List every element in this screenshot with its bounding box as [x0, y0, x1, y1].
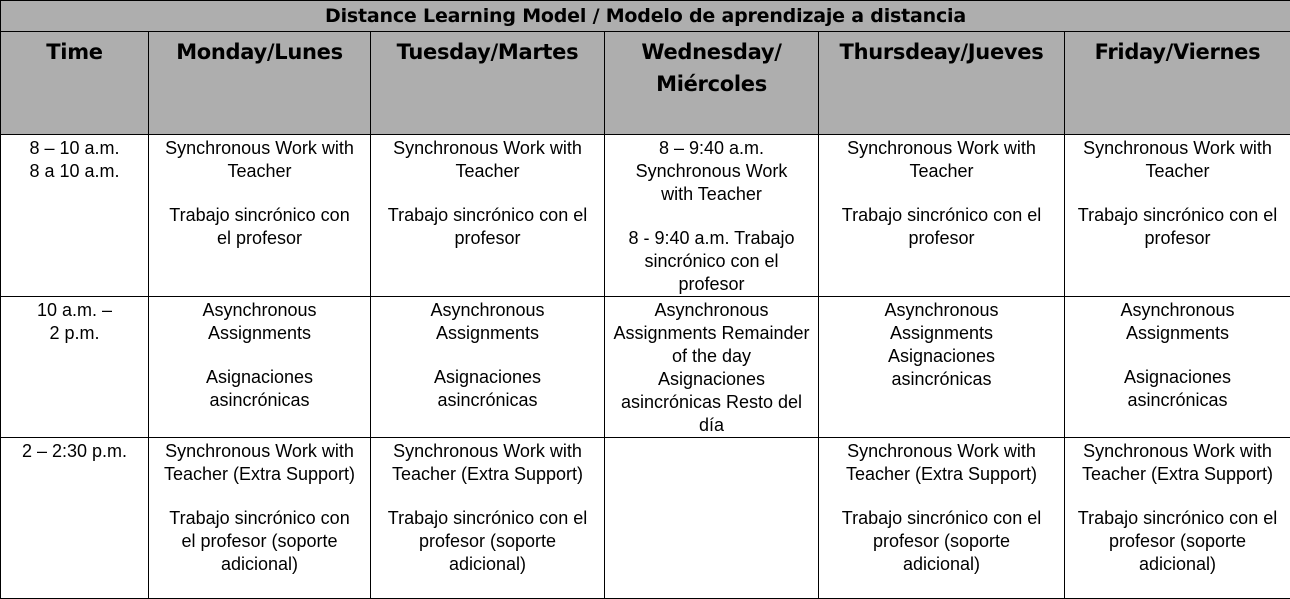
english-text: Synchronous Work with Teacher (Extra Support): [1073, 440, 1282, 486]
english-text: Synchronous Work with Teacher: [831, 137, 1052, 183]
monday-cell: [149, 438, 371, 599]
time-text: 2 p.m.: [5, 322, 144, 345]
table-row: [1, 135, 1290, 297]
column-header-monday: Monday/Lunes: [149, 32, 371, 135]
spanish-text: 8 - 9:40 a.m. Trabajo sincrónico con el profesor: [625, 227, 798, 296]
english-text: 8 – 9:40 a.m. Synchronous Work with Teacher: [625, 137, 798, 206]
english-text: Synchronous Work with Teacher: [381, 137, 594, 183]
monday-cell: [149, 135, 371, 297]
english-text: Synchronous Work with Teacher: [1073, 137, 1282, 183]
column-header-tuesday: Tuesday/Martes: [371, 32, 605, 135]
spanish-text: Asignaciones asincrónicas: [1109, 366, 1246, 412]
time-text: 10 a.m. –: [5, 299, 144, 322]
spanish-text: Trabajo sincrónico con el profesor: [381, 204, 594, 250]
friday-cell: [1065, 438, 1290, 599]
table-row: [1, 297, 1290, 438]
wednesday-cell: [605, 438, 819, 599]
time-text: 2 – 2:30 p.m.: [5, 440, 144, 463]
spanish-text: Asignaciones asincrónicas Resto del día: [609, 368, 814, 437]
tuesday-cell: [371, 438, 605, 599]
friday-cell: [1065, 135, 1290, 297]
tuesday-cell: [371, 297, 605, 438]
column-header-time: Time: [1, 32, 149, 135]
column-header-thursday: Thursdeay/Jueves: [819, 32, 1065, 135]
wednesday-cell: [605, 135, 819, 297]
spanish-text: Trabajo sincrónico con el profesor: [831, 204, 1052, 250]
thursday-cell: [819, 135, 1065, 297]
spanish-text: Trabajo sincrónico con el profesor: [163, 204, 356, 250]
english-text: Asynchronous Assignments: [875, 299, 1008, 345]
time-text: 8 – 10 a.m.: [5, 137, 144, 160]
english-text: Asynchronous Assignments: [189, 299, 330, 345]
time-cell: [1, 297, 149, 438]
english-text: Synchronous Work with Teacher (Extra Support): [833, 440, 1050, 486]
spanish-text: Trabajo sincrónico con el profesor (soporte adicional): [161, 507, 358, 576]
friday-cell: [1065, 297, 1290, 438]
spanish-text: Trabajo sincrónico con el profesor (soporte adicional): [833, 507, 1050, 576]
spanish-text: Trabajo sincrónico con el profesor (soporte adicional): [1073, 507, 1282, 576]
time-cell: [1, 135, 149, 297]
spanish-text: Asignaciones asincrónicas: [875, 345, 1008, 391]
english-text: Synchronous Work with Teacher (Extra Support): [161, 440, 358, 486]
english-text: Asynchronous Assignments: [1109, 299, 1246, 345]
thursday-cell: [819, 297, 1065, 438]
wednesday-cell: [605, 297, 819, 438]
spanish-text: Trabajo sincrónico con el profesor (soporte adicional): [381, 507, 594, 576]
column-header-wednesday: Wednesday/ Miércoles: [605, 32, 819, 135]
tuesday-cell: [371, 135, 605, 297]
english-text: Asynchronous Assignments Remainder of the day: [609, 299, 814, 368]
monday-cell: [149, 297, 371, 438]
spanish-text: Asignaciones asincrónicas: [189, 366, 330, 412]
thursday-cell: [819, 438, 1065, 599]
english-text: Asynchronous Assignments: [417, 299, 558, 345]
title-row: [1, 1, 1290, 32]
time-cell: [1, 438, 149, 599]
english-text: Synchronous Work with Teacher (Extra Support): [381, 440, 594, 486]
spanish-text: Asignaciones asincrónicas: [417, 366, 558, 412]
header-row: [1, 32, 1290, 135]
english-text: Synchronous Work with Teacher: [163, 137, 356, 183]
time-text: 8 a 10 a.m.: [5, 160, 144, 183]
column-header-friday: Friday/Viernes: [1065, 32, 1290, 135]
spanish-text: Trabajo sincrónico con el profesor: [1073, 204, 1282, 250]
table-row: [1, 438, 1290, 599]
table-title: Distance Learning Model / Modelo de aprendizaje a distancia: [1, 1, 1290, 32]
